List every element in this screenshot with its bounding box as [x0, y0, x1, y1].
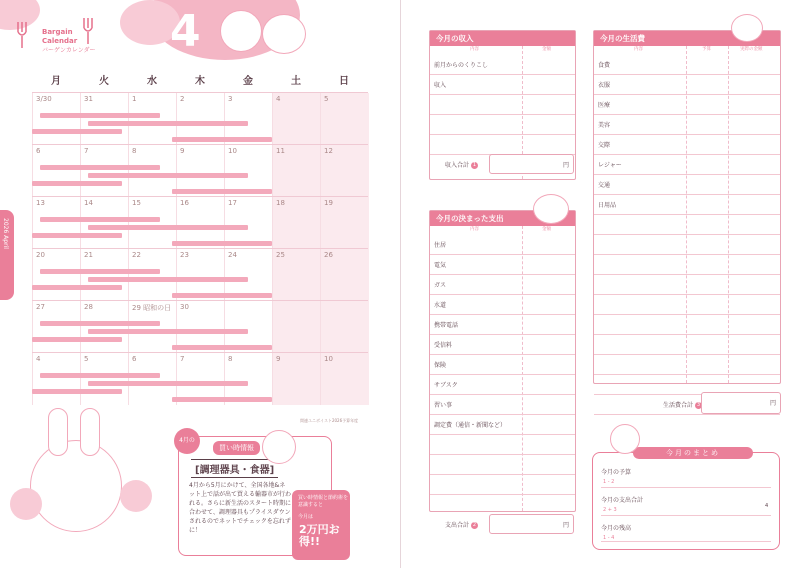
- income-row[interactable]: [430, 115, 575, 135]
- living-row[interactable]: [594, 295, 780, 315]
- calendar-week: [32, 196, 368, 249]
- summary-spent-label: 今月の支出合計: [601, 497, 644, 504]
- living-row[interactable]: [594, 175, 780, 195]
- income-row[interactable]: [430, 95, 575, 115]
- calendar-day-number: 6: [132, 355, 137, 363]
- event-bar: [40, 373, 160, 378]
- fixed-row[interactable]: [430, 355, 575, 375]
- living-row-label: 交通: [598, 182, 611, 189]
- fixed-row[interactable]: [430, 435, 575, 455]
- calendar-day-number: 23: [180, 251, 189, 259]
- fixed-row[interactable]: [430, 475, 575, 495]
- summary-line-2[interactable]: [601, 515, 771, 516]
- living-col-item: 内容: [634, 47, 643, 52]
- fixed-row[interactable]: [430, 315, 575, 335]
- info-head: 買い時情報: [213, 441, 260, 455]
- fixed-section: [429, 210, 576, 512]
- fixed-row-label: 携帯電話: [434, 322, 459, 329]
- calendar-day-number: 10: [324, 355, 333, 363]
- event-bar: [32, 285, 122, 290]
- income-total-field[interactable]: [489, 154, 574, 174]
- calendar-day-number: 16: [180, 199, 189, 207]
- calendar-day[interactable]: [80, 93, 129, 145]
- income-row-label: 前月からのくりこし: [434, 62, 489, 69]
- calendar-day[interactable]: [272, 145, 321, 197]
- bunny-ear-left-icon: [48, 408, 68, 456]
- calendar-day[interactable]: [32, 249, 81, 301]
- living-section: [593, 30, 781, 384]
- event-bar: [40, 269, 160, 274]
- living-col-actual: 実際の金額: [740, 47, 763, 52]
- promo-amount: 2万円お得!!: [299, 523, 340, 548]
- fixed-row-label: 水道: [434, 302, 447, 309]
- calendar-day-number: 19: [324, 199, 333, 207]
- living-row[interactable]: [594, 275, 780, 295]
- summary-budget-label: 今月の予算: [601, 469, 632, 476]
- summary-line-1[interactable]: [601, 487, 771, 488]
- living-row[interactable]: [594, 335, 780, 355]
- weekday-header: [32, 72, 368, 87]
- fixed-row[interactable]: [430, 395, 575, 415]
- calendar-day-number: 6: [36, 147, 41, 155]
- fixed-row-label: 調定費（通信・新聞など）: [434, 422, 507, 429]
- fixed-row-label: 保険: [434, 362, 447, 369]
- calendar-day-number: 9: [276, 355, 281, 363]
- fixed-row[interactable]: [430, 275, 575, 295]
- calendar-day-number: 12: [324, 147, 333, 155]
- calendar-day-number: 22: [132, 251, 141, 259]
- calendar-day-number: 18: [276, 199, 285, 207]
- calendar-day[interactable]: [80, 145, 129, 197]
- year-tab: [0, 210, 14, 300]
- calendar-day-number: 25: [276, 251, 285, 259]
- event-bar: [40, 113, 160, 118]
- calendar-day-number: 21: [84, 251, 93, 259]
- year-tab-label: 2026 April: [2, 218, 9, 249]
- calendar-day[interactable]: [128, 353, 177, 405]
- summary-budget-formula: 1 - 2: [603, 479, 615, 485]
- calendar-day[interactable]: [320, 249, 369, 301]
- calendar-day[interactable]: [272, 249, 321, 301]
- living-row[interactable]: [594, 135, 780, 155]
- income-total-label: 収入合計: [445, 162, 470, 169]
- calendar-day-number: 29 昭和の日: [132, 304, 172, 312]
- info-badge: 4月の: [174, 428, 200, 454]
- weekday-sat: 土: [291, 76, 301, 87]
- calendar-day-number: 17: [228, 199, 237, 207]
- calendar-day[interactable]: [128, 301, 177, 353]
- living-row-label: 食費: [598, 62, 611, 69]
- calendar-day[interactable]: [32, 145, 81, 197]
- income-row[interactable]: [430, 75, 575, 95]
- living-title: 今月の生活費: [594, 31, 780, 46]
- event-bar: [32, 337, 122, 342]
- living-row[interactable]: [594, 155, 780, 175]
- bargain-line-1: Bargain: [42, 28, 73, 36]
- calendar-day-number: 9: [180, 147, 185, 155]
- calendar-day[interactable]: [272, 353, 321, 405]
- event-bar: [88, 381, 248, 386]
- calendar-caption: 関連ユニボイスト2026予算年度: [300, 418, 359, 423]
- month-number: 4: [170, 6, 201, 57]
- calendar-day-number: 8: [228, 355, 233, 363]
- bargain-title: [42, 28, 96, 55]
- weekday-mon: 月: [51, 76, 61, 87]
- event-bar: [40, 321, 160, 326]
- income-col-item: 内容: [470, 47, 479, 52]
- info-title: [調理器具・食器]: [191, 459, 278, 478]
- calendar-week: [32, 248, 368, 301]
- summary-spent-num: 4: [765, 503, 769, 509]
- calendar-day[interactable]: [320, 93, 369, 145]
- weekday-tue: 火: [99, 76, 109, 87]
- event-bar: [88, 277, 248, 282]
- calendar-day-number: 5: [84, 355, 89, 363]
- calendar-day-number: 11: [276, 147, 285, 155]
- fixed-total-num: 2: [472, 522, 477, 528]
- fixed-col-amount: 金額: [542, 227, 551, 232]
- event-bar: [88, 121, 248, 126]
- calendar-day-number: 24: [228, 251, 237, 259]
- income-row[interactable]: [430, 55, 575, 75]
- living-row-label: 日用品: [598, 202, 617, 209]
- bunny-mascot-icon: [30, 440, 122, 532]
- living-total: [663, 400, 702, 409]
- living-row-label: 衣服: [598, 82, 611, 89]
- calendar-day-number: 31: [84, 95, 93, 103]
- character-2-icon: [262, 14, 306, 54]
- living-total-field[interactable]: [701, 392, 781, 414]
- calendar-day-number: 28: [84, 303, 93, 311]
- fixed-row[interactable]: [430, 295, 575, 315]
- living-row[interactable]: [594, 315, 780, 335]
- fixed-title: 今月の決まった支出: [430, 211, 575, 226]
- fixed-row-label: 習い事: [434, 402, 453, 409]
- living-row[interactable]: [594, 235, 780, 255]
- income-unit: 円: [562, 162, 569, 169]
- calendar-day-number: 2: [180, 95, 185, 103]
- event-bar: [32, 181, 122, 186]
- fixed-row[interactable]: [430, 235, 575, 255]
- fixed-total-label: 支出合計: [445, 522, 470, 529]
- calendar-day-number: 14: [84, 199, 93, 207]
- calendar-day[interactable]: [128, 197, 177, 249]
- fixed-total-field[interactable]: [489, 514, 574, 534]
- calendar-day-number: 4: [276, 95, 281, 103]
- calendar-week: [32, 352, 368, 405]
- fixed-row-label: 電気: [434, 262, 447, 269]
- fixed-col-item: 内容: [470, 227, 479, 232]
- bunny-ear-right-icon: [80, 408, 100, 456]
- summary-line-3[interactable]: [601, 541, 771, 542]
- living-row[interactable]: [594, 355, 780, 375]
- income-total-num: 1: [472, 162, 477, 168]
- income-total: [445, 160, 478, 169]
- calendar-day[interactable]: [32, 197, 81, 249]
- event-bar: [88, 173, 248, 178]
- calendar-day-number: 8: [132, 147, 137, 155]
- living-total-num: 3: [696, 402, 701, 408]
- calendar-day[interactable]: [80, 249, 129, 301]
- living-row-label: レジャー: [598, 162, 622, 169]
- fixed-character-icon: [533, 194, 569, 224]
- fixed-row-label: ガス: [434, 282, 447, 289]
- event-bar: [172, 345, 272, 350]
- calendar-day[interactable]: [32, 353, 81, 405]
- calendar-day[interactable]: [320, 145, 369, 197]
- info-character-icon: [262, 430, 296, 464]
- income-title: 今月の収入: [430, 31, 575, 46]
- fixed-total: [445, 520, 478, 529]
- calendar-day[interactable]: [128, 93, 177, 145]
- calendar-day[interactable]: [32, 93, 81, 145]
- living-row[interactable]: [594, 95, 780, 115]
- pompom-left-icon: [10, 488, 42, 520]
- fork-icon: [12, 20, 40, 50]
- weekday-fri: 金: [243, 76, 253, 87]
- event-bar: [172, 397, 272, 402]
- living-row-label: 美容: [598, 122, 611, 129]
- promo-text: 買い時情報と節約術を意識すると: [298, 495, 349, 508]
- event-bar: [32, 233, 122, 238]
- fixed-row[interactable]: [430, 375, 575, 395]
- income-row-label: 収入: [434, 82, 447, 89]
- living-total-label: 生活費合計: [663, 402, 694, 409]
- living-col-budget: 予算: [702, 47, 711, 52]
- calendar-day-number: 3: [228, 95, 233, 103]
- summary-title: 今月のまとめ: [633, 447, 753, 459]
- calendar-day[interactable]: [272, 93, 321, 145]
- fixed-row[interactable]: [430, 455, 575, 475]
- event-bar: [32, 389, 122, 394]
- event-bar: [88, 225, 248, 230]
- calendar-day-number: 4: [36, 355, 41, 363]
- event-bar: [172, 189, 272, 194]
- summary-balance-label: 今月の残高: [601, 525, 632, 532]
- event-bar: [40, 217, 160, 222]
- calendar-day-number: 30: [180, 303, 189, 311]
- summary-character-icon: [610, 424, 640, 454]
- event-bar: [172, 293, 272, 298]
- summary-section: [592, 449, 780, 550]
- fixed-row[interactable]: [430, 415, 575, 435]
- calendar-day[interactable]: [128, 249, 177, 301]
- calendar-day-number: 3/30: [36, 95, 52, 103]
- weekday-wed: 水: [147, 76, 157, 87]
- calendar-day[interactable]: [272, 301, 321, 353]
- fixed-row[interactable]: [430, 255, 575, 275]
- living-row[interactable]: [594, 75, 780, 95]
- living-row[interactable]: [594, 255, 780, 275]
- calendar-day-number: 27: [36, 303, 45, 311]
- fixed-unit: 円: [562, 522, 569, 529]
- event-bar: [172, 137, 272, 142]
- living-row-label: 交際: [598, 142, 611, 149]
- calendar-day-number: 7: [180, 355, 185, 363]
- income-col-amount: 金額: [542, 47, 551, 52]
- calendar-week: [32, 92, 368, 145]
- event-bar: [40, 165, 160, 170]
- promo-sub: 今月は: [298, 514, 314, 520]
- calendar-day-number: 13: [36, 199, 45, 207]
- calendar-day[interactable]: [320, 301, 369, 353]
- calendar-day-number: 5: [324, 95, 329, 103]
- event-bar: [88, 329, 248, 334]
- calendar-day-number: 15: [132, 199, 141, 207]
- weekday-thu: 木: [195, 76, 205, 87]
- fixed-row-label: 受信料: [434, 342, 453, 349]
- living-character-icon: [731, 14, 763, 42]
- bargain-line-2: Calendar: [42, 37, 78, 45]
- living-row[interactable]: [594, 195, 780, 215]
- summary-balance-formula: 1 - 4: [603, 535, 615, 541]
- calendar-week: [32, 144, 368, 197]
- info-text: 4月から5月にかけて、全国各地&ネット上で話が出て買える輸器市が行われる。さらに新生活のスタート時期に合わせて、調理器具もプライスダウンされるのでネットでチェックを忘れずに！: [189, 482, 292, 534]
- calendar-day-number: 10: [228, 147, 237, 155]
- calendar-day[interactable]: [80, 301, 129, 353]
- fixed-row-label: 住居: [434, 242, 447, 249]
- calendar-day-number: 20: [36, 251, 45, 259]
- calendar-day[interactable]: [272, 197, 321, 249]
- calendar-day[interactable]: [32, 301, 81, 353]
- calendar-day[interactable]: [80, 197, 129, 249]
- character-1-icon: [220, 10, 262, 52]
- calendar-day[interactable]: [80, 353, 129, 405]
- calendar-day-number: 1: [132, 95, 137, 103]
- summary-spent-formula: 2 + 3: [603, 507, 617, 513]
- fixed-row-label: サブスク: [434, 382, 458, 389]
- event-bar: [172, 241, 272, 246]
- living-row[interactable]: [594, 215, 780, 235]
- calendar-day[interactable]: [320, 353, 369, 405]
- calendar-day-number: 7: [84, 147, 89, 155]
- living-row-label: 医療: [598, 102, 611, 109]
- living-row[interactable]: [594, 55, 780, 75]
- calendar-day-number: 26: [324, 251, 333, 259]
- income-row[interactable]: [430, 135, 575, 155]
- living-row[interactable]: [594, 115, 780, 135]
- pompom-right-icon: [120, 480, 152, 512]
- event-bar: [32, 129, 122, 134]
- promo-box: [292, 490, 350, 560]
- living-unit: 円: [769, 400, 776, 407]
- calendar-day[interactable]: [320, 197, 369, 249]
- calendar-day[interactable]: [128, 145, 177, 197]
- weekday-sun: 日: [339, 76, 349, 87]
- calendar-grid: [32, 92, 368, 418]
- fixed-row[interactable]: [430, 335, 575, 355]
- calendar-week: [32, 300, 368, 353]
- bargain-line-3: バーゲンカレンダー: [42, 47, 96, 54]
